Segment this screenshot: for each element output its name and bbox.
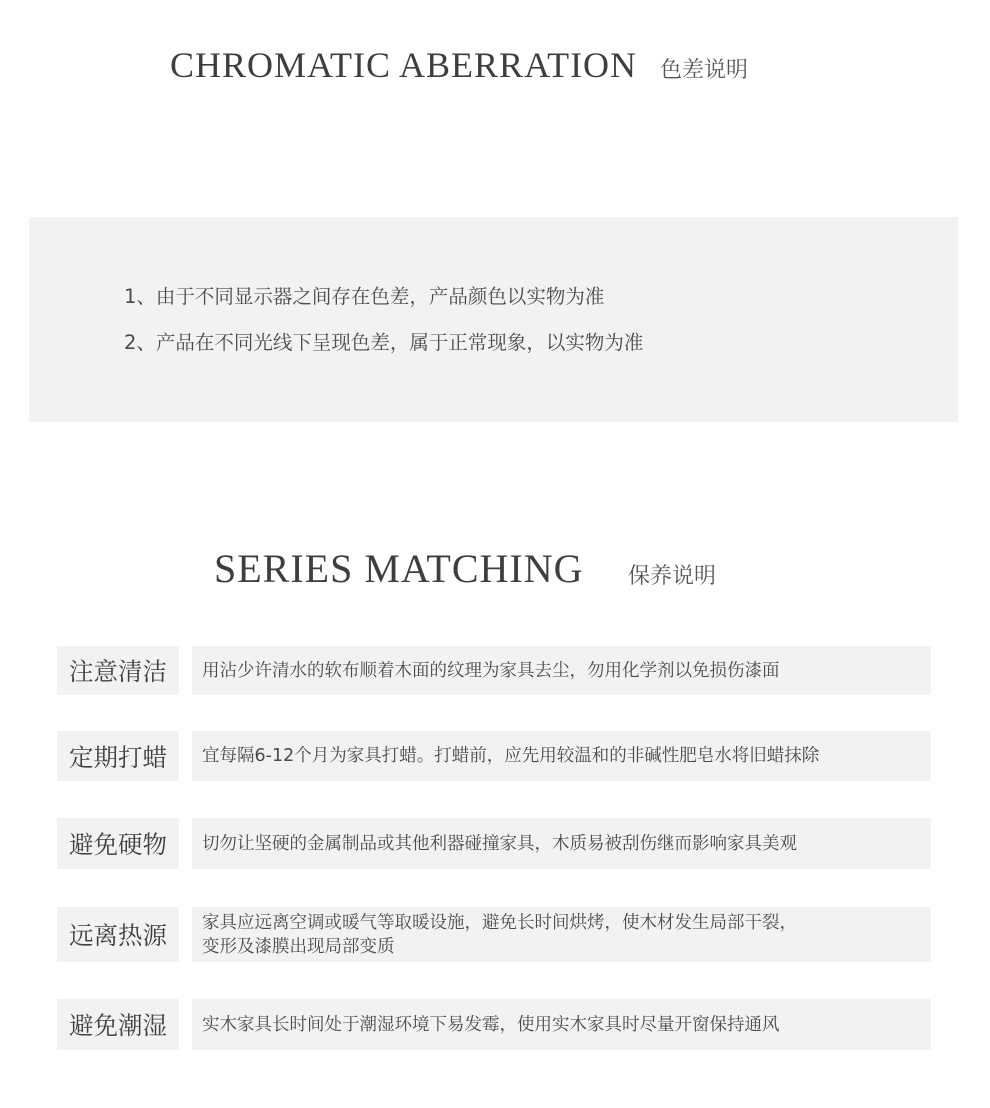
care-label: 注意清洁 [57,646,179,695]
chromatic-note-2: 2、产品在不同光线下呈现色差，属于正常现象，以实物为准 [124,331,644,354]
chromatic-notice-box [29,217,958,422]
care-description-line: 实木家具长时间处于潮湿环境下易发霉，使用实木家具时尽量开窗保持通风 [202,1014,780,1035]
care-label: 避免硬物 [57,818,179,869]
care-description [192,907,931,962]
chromatic-title-en: CHROMATIC ABERRATION [170,45,638,85]
care-description-line: 家具应远离空调或暖气等取暖设施，避免长时间烘烤，使木材发生局部干裂， [202,912,797,933]
care-label: 定期打蜡 [57,731,179,781]
care-description [192,999,931,1050]
care-row-humidity [57,999,931,1050]
care-description [192,646,931,695]
chromatic-note-1: 1、由于不同显示器之间存在色差，产品颜色以实物为准 [124,285,605,308]
care-description-line: 变形及漆膜出现局部变质 [202,936,395,957]
care-row-hard-objects [57,818,931,869]
care-row-cleaning [57,646,931,695]
care-description-line: 宜每隔6-12个月为家具打蜡。打蜡前，应先用较温和的非碱性肥皂水将旧蜡抹除 [202,746,820,766]
care-description-line: 用沾少许清水的软布顺着木面的纹理为家具去尘，勿用化学剂以免损伤漆面 [202,660,780,681]
care-description-line: 切勿让坚硬的金属制品或其他利器碰撞家具，木质易被刮伤继而影响家具美观 [202,833,797,854]
care-row-waxing [57,731,931,781]
care-label: 远离热源 [57,907,179,962]
care-description [192,731,931,781]
series-title-cn: 保养说明 [628,564,717,589]
chromatic-title-cn: 色差说明 [660,58,749,83]
care-label: 避免潮湿 [57,999,179,1050]
series-title-en: SERIES MATCHING [214,546,584,591]
care-row-heat [57,907,931,962]
care-description [192,818,931,869]
